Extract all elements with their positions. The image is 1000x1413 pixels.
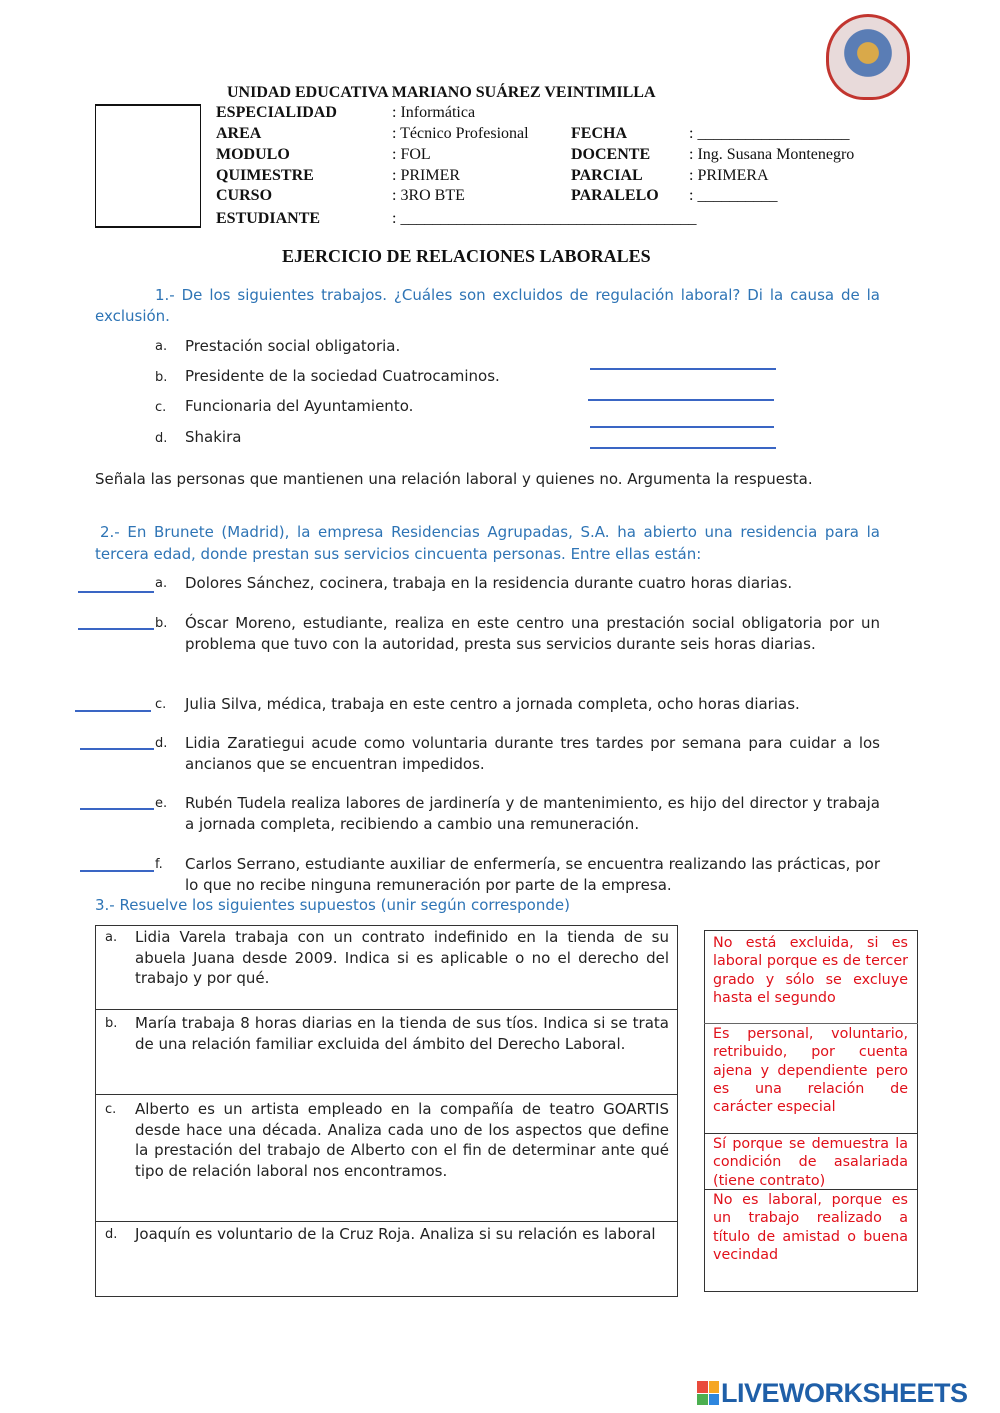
value-especialidad: : Informática	[392, 104, 476, 121]
fecha-field[interactable]: : ___________________	[689, 125, 850, 142]
label-modulo: MODULO	[216, 146, 290, 163]
label-curso: CURSO	[216, 187, 273, 204]
q3-answer-option-3[interactable]: Sí porque se demuestra la condición de asalariada (tiene contrato)	[713, 1136, 908, 1189]
q3-case-d[interactable]	[95, 1221, 678, 1297]
value-docente: : Ing. Susana Montenegro	[689, 146, 855, 163]
q3-case-text: Alberto es un artista empleado en la compañía de teatro GOARTIS desde hace una década. Analiza cada uno de los aspectos que define la prestación del trabajo de Alberto con el fin de determinar ante qué tipo de relación laboral nos encontramos.	[135, 1100, 669, 1180]
q1-item-text: Funcionaria del Ayuntamiento.	[185, 397, 414, 415]
label-especialidad: ESPECIALIDAD	[216, 104, 337, 121]
q3-case-letter: b.	[105, 1016, 118, 1031]
q2-item-letter: c.	[155, 697, 167, 712]
q1-item-letter: b.	[155, 370, 168, 385]
q3-case-text: Lidia Varela trabaja con un contrato indefinido en la tienda de su abuela Juana desde 2009. Indica si es aplicable o no el derecho del trabajo y por qué.	[135, 928, 669, 987]
q1-item-letter: c.	[155, 400, 167, 415]
q1-item-letter: a.	[155, 339, 168, 354]
q2-item-text: Julia Silva, médica, trabaja en este centro a jornada completa, ocho horas diarias.	[185, 695, 800, 713]
q1-item-text: Presidente de la sociedad Cuatrocaminos.	[185, 367, 500, 385]
q3-case-b[interactable]	[95, 1009, 678, 1095]
q3-case-a[interactable]	[95, 925, 678, 1010]
q1-prompt: 1.- De los siguientes trabajos. ¿Cuáles son excluidos de regulación laboral? Di la causa de la exclusión.	[95, 286, 880, 325]
q2-item-letter: b.	[155, 616, 168, 631]
q2-answer-input-c[interactable]	[75, 694, 151, 712]
q2-item-text: Dolores Sánchez, cocinera, trabaja en la residencia durante cuatro horas diarias.	[185, 574, 793, 592]
q1-answer-input-4[interactable]	[590, 431, 776, 449]
q3-case-c[interactable]	[95, 1094, 678, 1222]
value-modulo: : FOL	[392, 146, 431, 163]
q1-answer-input-2[interactable]	[588, 383, 774, 401]
q2-answer-input-a[interactable]	[78, 575, 154, 593]
q2-item-text: Carlos Serrano, estudiante auxiliar de enfermería, se encuentra realizando las prácticas, por lo que no recibe ninguna remuneración por parte de la empresa.	[185, 855, 880, 894]
q3-case-letter: c.	[105, 1102, 117, 1117]
q2-answer-input-f[interactable]	[80, 854, 154, 872]
q3-case-letter: d.	[105, 1227, 118, 1242]
label-area: AREA	[216, 125, 262, 142]
value-curso: : 3RO BTE	[392, 187, 465, 204]
q1-item-text: Prestación social obligatoria.	[185, 337, 401, 355]
q1-note: Señala las personas que mantienen una relación laboral y quienes no. Argumenta la respuesta.	[95, 470, 813, 488]
q2-item-letter: f.	[155, 857, 163, 872]
paralelo-field[interactable]: : __________	[689, 187, 778, 204]
q3-case-letter: a.	[105, 930, 118, 945]
divider	[704, 1023, 918, 1024]
q2-prompt: 2.- En Brunete (Madrid), la empresa Residencias Agrupadas, S.A. ha abierto una residencia para la tercera edad, donde prestan sus servicios cincuenta personas. Entre ellas están:	[95, 523, 880, 563]
q2-item-letter: d.	[155, 736, 168, 751]
q2-item-letter: e.	[155, 796, 168, 811]
label-fecha: FECHA	[571, 125, 627, 142]
q3-answer-option-2[interactable]: Es personal, voluntario, retribuido, por cuenta ajena y dependiente pero es una relación de carácter especial	[713, 1026, 908, 1116]
q3-case-text: Joaquín es voluntario de la Cruz Roja. Analiza si su relación es laboral	[135, 1225, 656, 1243]
label-quimestre: QUIMESTRE	[216, 167, 314, 184]
school-name: UNIDAD EDUCATIVA MARIANO SUÁREZ VEINTIMILLA	[227, 84, 656, 101]
q1-answer-input-1[interactable]	[590, 352, 776, 370]
liveworksheets-logo-icon	[697, 1381, 719, 1405]
q2-item-text: Rubén Tudela realiza labores de jardinería y de mantenimiento, es hijo del director y trabaja a jornada completa, recibiendo a cambio una remuneración.	[185, 794, 880, 833]
school-seal-logo	[826, 14, 910, 100]
label-paralelo: PARALELO	[571, 187, 659, 204]
photo-box	[95, 104, 201, 228]
q1-item-letter: d.	[155, 431, 168, 446]
value-area: : Técnico Profesional	[392, 125, 529, 142]
label-docente: DOCENTE	[571, 146, 651, 163]
value-quimestre: : PRIMER	[392, 167, 461, 184]
estudiante-field[interactable]: : _____________________________________	[392, 210, 697, 227]
worksheet-title: EJERCICIO DE RELACIONES LABORALES	[282, 246, 651, 266]
label-parcial: PARCIAL	[571, 167, 643, 184]
q2-item-text: Óscar Moreno, estudiante, realiza en este centro una prestación social obligatoria por un problema que tuvo con la autoridad, presta sus servicios durante seis horas diarias.	[185, 614, 880, 653]
q1-item-text: Shakira	[185, 428, 242, 446]
liveworksheets-brand: LIVEWORKSHEETS	[721, 1378, 968, 1408]
q3-prompt: 3.- Resuelve los siguientes supuestos (unir según corresponde)	[95, 896, 570, 914]
divider	[704, 1133, 918, 1134]
q2-item-text: Lidia Zaratiegui acude como voluntaria durante tres tardes por semana para cuidar a los ancianos que se encuentran impedidos.	[185, 734, 880, 773]
q2-answer-input-b[interactable]	[78, 612, 154, 630]
q3-answer-option-1[interactable]: No está excluida, si es laboral porque es de tercer grado y sólo se excluye hasta el segundo	[713, 935, 908, 1006]
q3-case-text: María trabaja 8 horas diarias en la tienda de sus tíos. Indica si se trata de una relación familiar excluida del ámbito del Derecho Laboral.	[135, 1014, 669, 1053]
value-parcial: : PRIMERA	[689, 167, 769, 184]
q3-answer-option-4[interactable]: No es laboral, porque es un trabajo realizado a título de amistad o buena vecindad	[713, 1192, 908, 1263]
q2-answer-input-e[interactable]	[80, 792, 154, 810]
q2-item-letter: a.	[155, 576, 168, 591]
q1-answer-input-3[interactable]	[590, 410, 774, 428]
q2-answer-input-d[interactable]	[80, 732, 154, 750]
label-estudiante: ESTUDIANTE	[216, 210, 321, 227]
